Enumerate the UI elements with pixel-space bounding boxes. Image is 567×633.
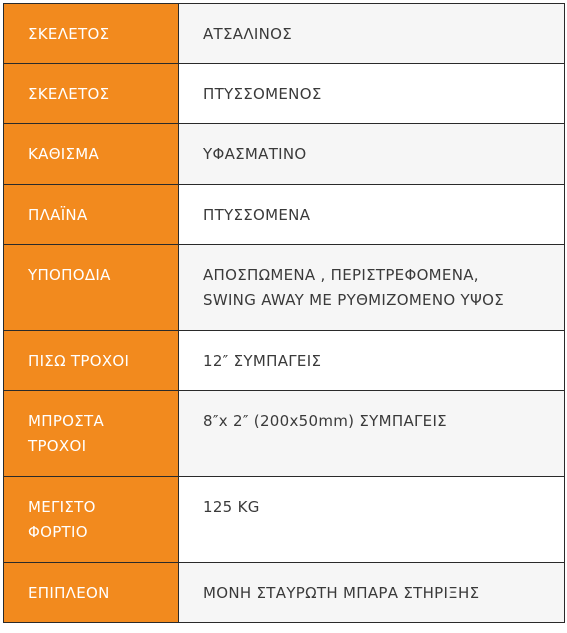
- spec-value: ΠΤΥΣΣΟΜΕΝΑ: [203, 206, 311, 224]
- table-row: [3, 563, 565, 623]
- spec-label: ΣΚΕΛΕΤΟΣ: [28, 25, 110, 43]
- table-row: [3, 477, 565, 563]
- spec-label: ΕΠΙΠΛΕΟΝ: [28, 584, 110, 602]
- spec-value-cell: [179, 563, 565, 622]
- spec-value-cell: [179, 391, 565, 476]
- spec-label-cell: [3, 185, 179, 244]
- spec-value-cell: [179, 477, 565, 562]
- spec-label-cell: [3, 331, 179, 390]
- spec-label-cell: [3, 124, 179, 184]
- spec-label: ΠΛΑΪΝΑ: [28, 206, 88, 224]
- spec-value-cell: [179, 245, 565, 330]
- spec-value-line: ΑΠΟΣΠΩΜΕΝΑ , ΠΕΡΙΣΤΡΕΦΟΜΕΝΑ,: [203, 266, 479, 284]
- spec-value: ΜΟΝΗ ΣΤΑΥΡΩΤΗ ΜΠΑΡΑ ΣΤΗΡΙΞΗΣ: [203, 584, 480, 602]
- spec-value: ΑΤΣΑΛΙΝΟΣ: [203, 25, 293, 43]
- spec-label-cell: [3, 477, 179, 562]
- table-row: [3, 245, 565, 331]
- spec-value-cell: [179, 4, 565, 63]
- spec-label-cell: [3, 391, 179, 476]
- spec-value-cell: [179, 64, 565, 123]
- spec-label: ΣΚΕΛΕΤΟΣ: [28, 85, 110, 103]
- table-row: [3, 64, 565, 124]
- spec-label: ΚΑΘΙΣΜΑ: [28, 145, 100, 163]
- table-row: [3, 3, 565, 64]
- spec-label-line: ΜΠΡΟΣΤΑ: [28, 412, 105, 430]
- spec-label-cell: [3, 563, 179, 622]
- table-row: [3, 185, 565, 245]
- spec-label-cell: [3, 64, 179, 123]
- spec-value: 8″x 2″ (200x50mm) ΣΥΜΠΑΓΕΙΣ: [203, 412, 447, 430]
- spec-value: ΠΤΥΣΣΟΜΕΝΟΣ: [203, 85, 322, 103]
- spec-label-cell: [3, 4, 179, 63]
- spec-label-line: ΦΟΡΤΙΟ: [28, 523, 88, 541]
- spec-label-line: ΜΕΓΙΣΤΟ: [28, 498, 96, 516]
- table-row: [3, 124, 565, 185]
- table-row: [3, 331, 565, 391]
- table-row: [3, 391, 565, 477]
- spec-value: ΥΦΑΣΜΑΤΙΝΟ: [203, 145, 307, 163]
- spec-label: ΠΙΣΩ ΤΡΟΧΟΙ: [28, 352, 130, 370]
- spec-label-line: ΤΡΟΧΟΙ: [28, 437, 87, 455]
- spec-value-cell: [179, 185, 565, 244]
- spec-value: 125 KG: [203, 498, 260, 516]
- spec-value-cell: [179, 331, 565, 390]
- spec-value: 12″ ΣΥΜΠΑΓΕΙΣ: [203, 352, 322, 370]
- spec-label-cell: [3, 245, 179, 330]
- specification-table: [3, 3, 565, 627]
- spec-value-cell: [179, 124, 565, 184]
- spec-label: ΥΠΟΠΟΔΙΑ: [28, 266, 111, 284]
- spec-value-line: SWING AWAY ΜΕ ΡΥΘΜΙΖΟΜΕΝΟ ΥΨΟΣ: [203, 291, 504, 309]
